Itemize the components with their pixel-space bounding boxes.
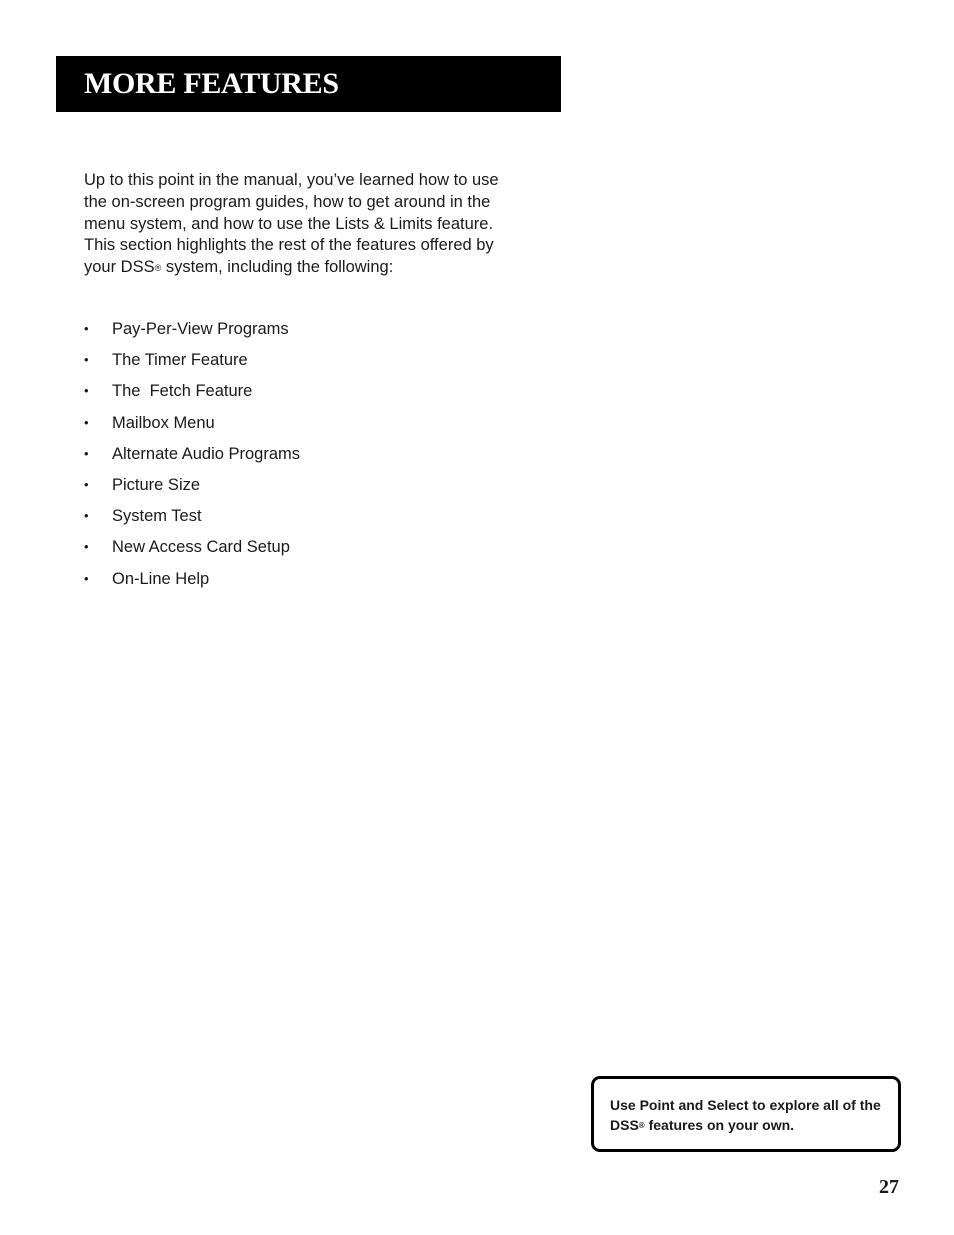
list-item-label: The Fetch Feature	[112, 382, 253, 401]
bullet-icon: •	[84, 570, 89, 586]
bullet-icon: •	[84, 321, 89, 336]
bullet-icon: •	[84, 445, 89, 461]
list-item-label: The Timer Feature	[112, 351, 248, 370]
bullet-icon: •	[84, 383, 89, 399]
list-item-label: Pay-Per-View Programs	[112, 320, 289, 338]
list-item-label: Alternate Audio Programs	[112, 444, 301, 463]
list-item-label: Picture Size	[112, 475, 201, 494]
list-item	[84, 474, 300, 505]
tip-callout-box	[591, 1076, 901, 1152]
list-item	[84, 536, 300, 567]
page-number: 27	[879, 1176, 899, 1198]
list-item-label: New Access Card Setup	[112, 538, 290, 557]
bullet-icon: •	[84, 352, 89, 368]
list-item-label: Mailbox Menu	[112, 413, 215, 432]
registered-mark: ®	[154, 263, 162, 274]
section-header-bar	[56, 56, 561, 112]
list-item-label: On-Line Help	[112, 569, 210, 588]
list-item	[84, 318, 300, 349]
list-item-label: System Test	[112, 507, 202, 526]
list-item	[84, 380, 300, 411]
list-item	[84, 443, 300, 474]
intro-paragraph	[84, 170, 504, 279]
bullet-icon: •	[84, 476, 89, 492]
list-item	[84, 349, 300, 380]
section-title: MORE FEATURES	[84, 67, 339, 100]
list-item	[84, 568, 300, 599]
list-item	[84, 505, 300, 536]
feature-list	[84, 318, 300, 599]
bullet-icon: •	[84, 414, 89, 430]
registered-mark: ®	[638, 1121, 645, 1130]
list-item	[84, 412, 300, 443]
intro-text-end: system, including the following:	[161, 258, 394, 277]
tip-text-end: features on your own.	[644, 1117, 795, 1133]
bullet-icon: •	[84, 508, 89, 524]
tip-text: Use Point and Select to explore all of the DSS	[610, 1097, 881, 1133]
bullet-icon: •	[84, 539, 89, 555]
intro-text: Up to this point in the manual, you’ve learned how to use the on-screen program guides, how to get around in the menu system, and how to use the Lists & Limits feature. This section highlights the rest of the features offered by your DSS	[84, 171, 499, 277]
